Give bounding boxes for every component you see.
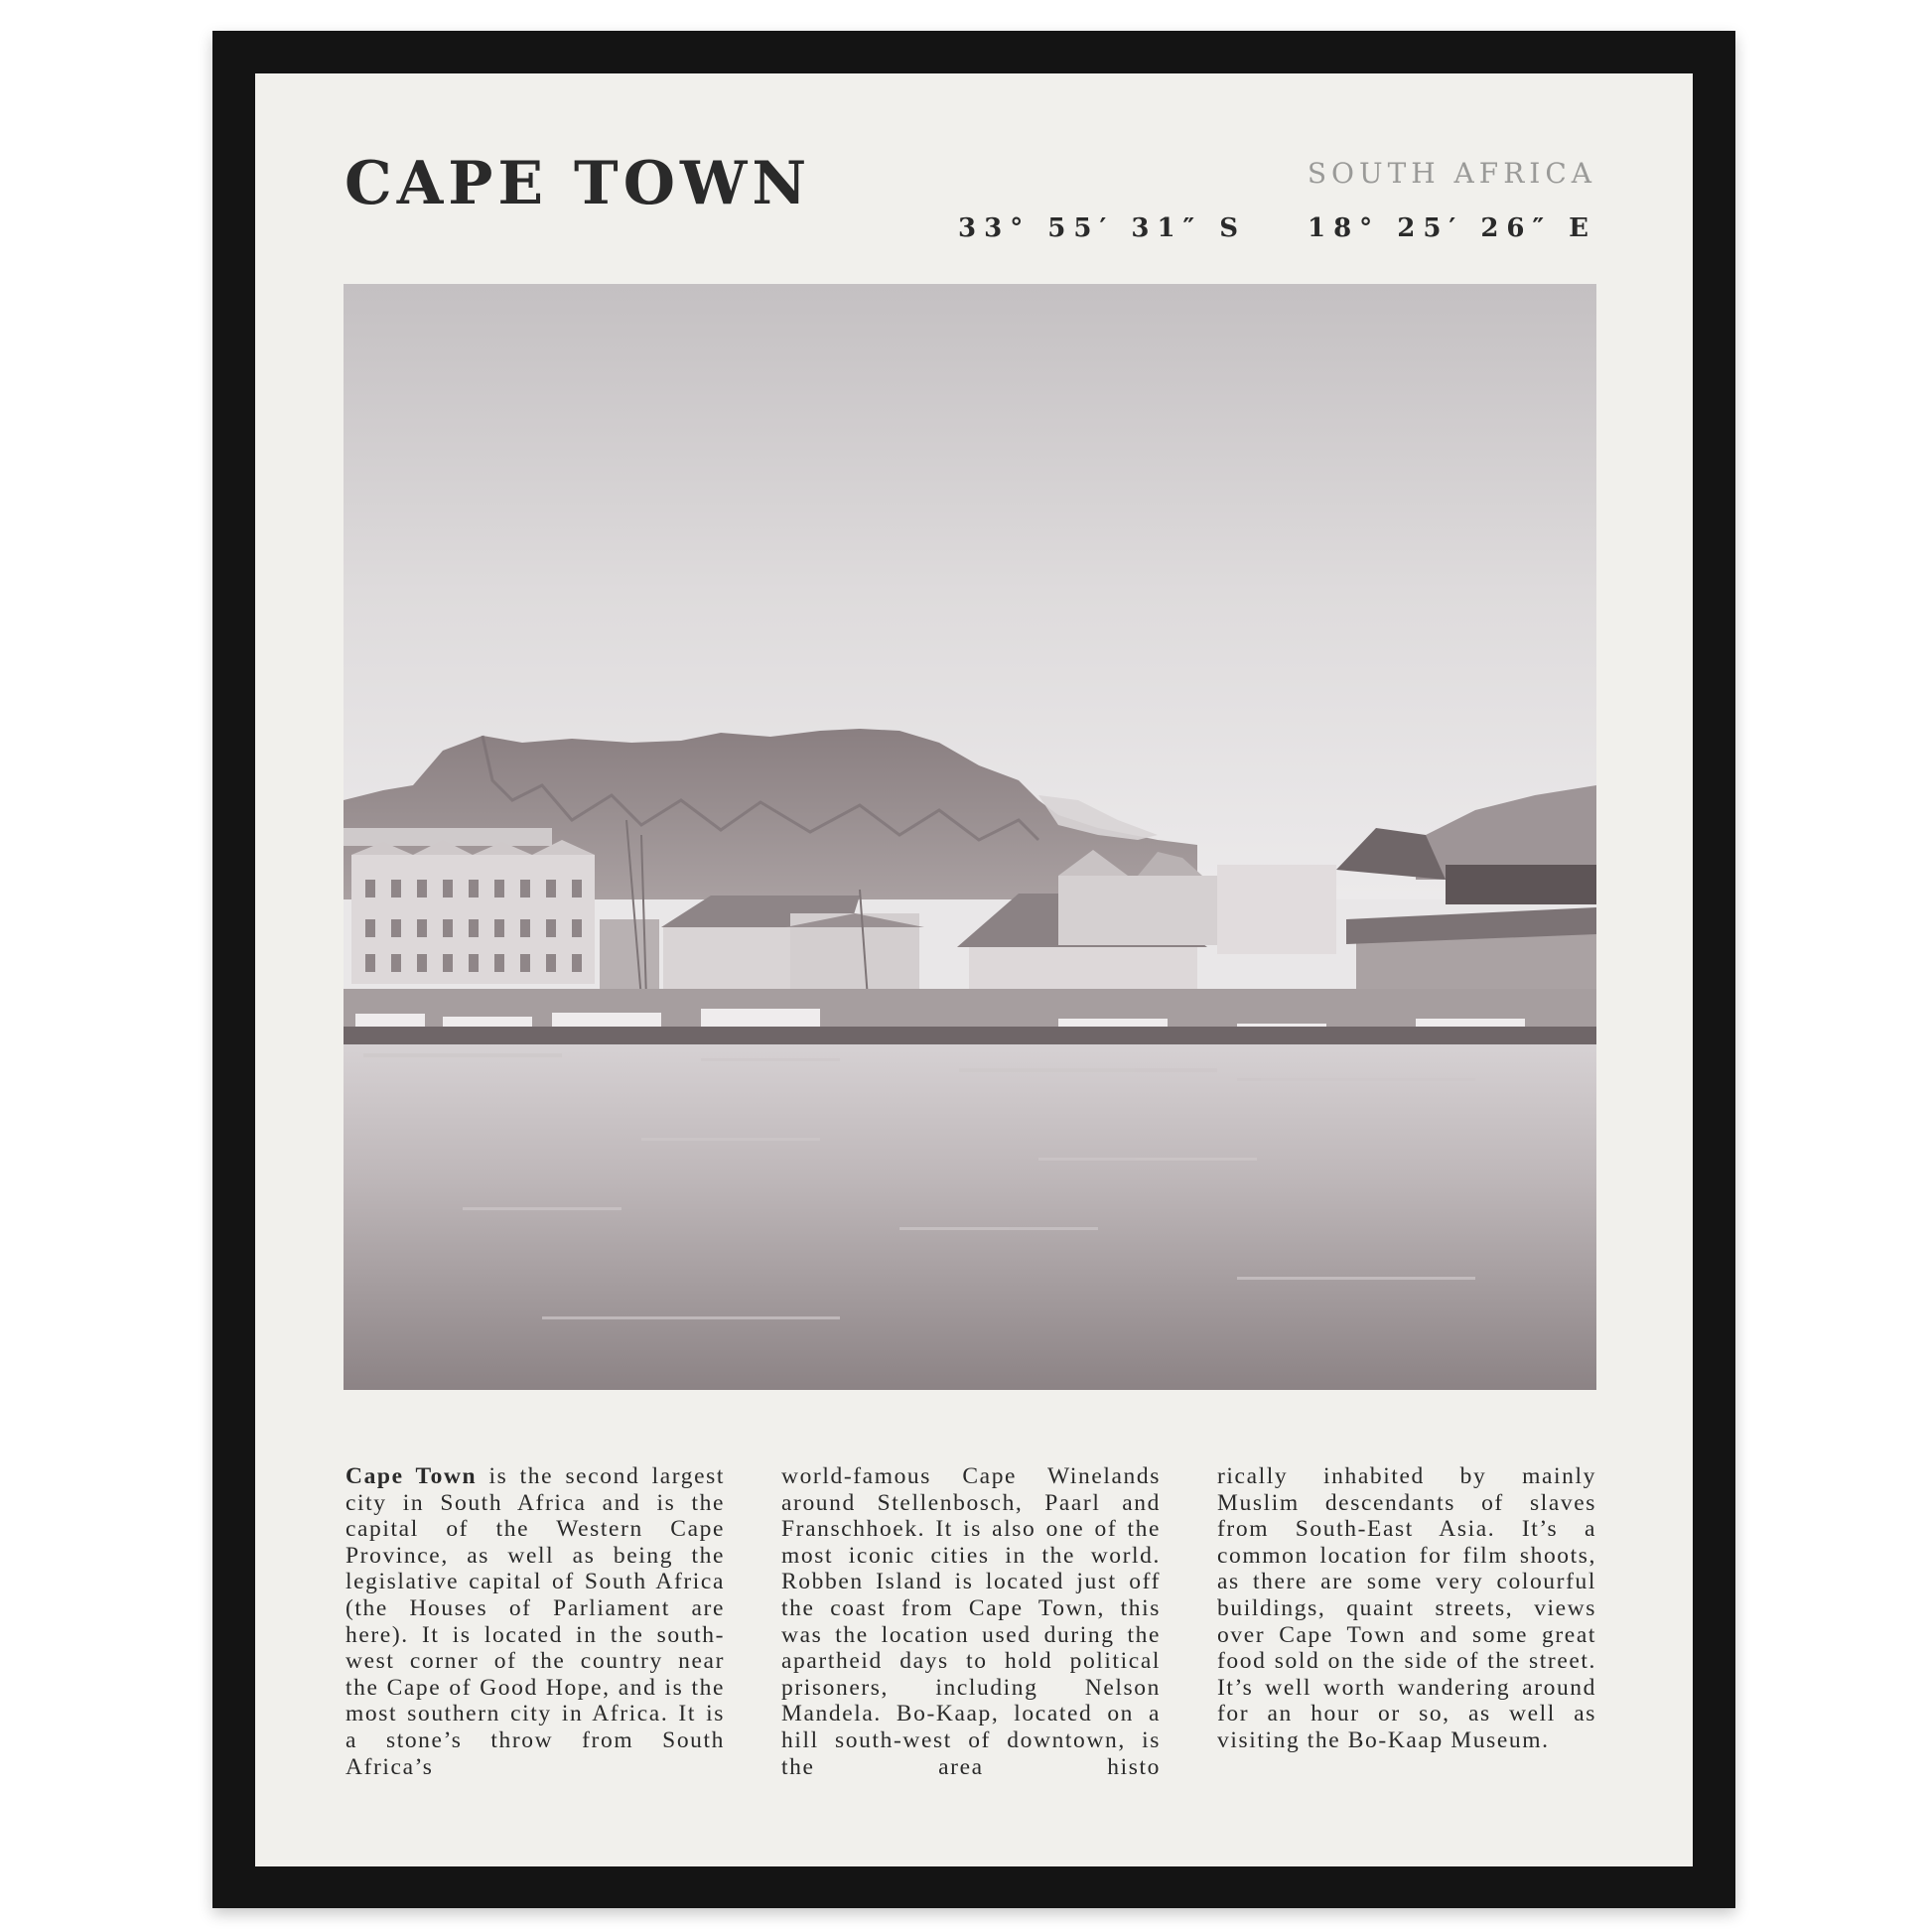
description-column-3: rically inhabited by mainly Muslim descendants of slaves from South-East Asia. It’s a common location for film shoots, as there are some very colourful buildings, quaint streets, views over Cape Town and some great food sold on the side of the street. It’s well worth wandering around for an hour or so, as well as visiting the Bo-Kaap Museum. (1217, 1463, 1596, 1753)
city-title: CAPE TOWN (345, 149, 812, 218)
description-column-1 (345, 1463, 725, 1780)
description-lead: Cape Town (345, 1463, 478, 1489)
description-column-2: world-famous Cape Winelands around Stellenbosch, Paarl and Franschhoek. It is also one of the most iconic cities in the world. Robben Island is located just off the coast from Cape Town, this was the location used during the apartheid days to hold political prisoners, including Nelson Mandela. Bo-Kaap, located on a hill south-west of downtown, is the area histo (781, 1463, 1161, 1780)
longitude: 18° 25′ 26″ E (1308, 213, 1596, 243)
coordinates (958, 212, 1596, 244)
country-label: SOUTH AFRICA (1307, 157, 1596, 190)
city-photo (344, 284, 1596, 1390)
latitude: 33° 55′ 31″ S (958, 213, 1246, 243)
description-column-1-text: is the second largest city in South Africa and is the capital of the Western Cape Province, as well as being the legislative capital of South Africa (the Houses of Parliament are here). It is located in the south-west corner of the country near the Cape of Good Hope, and is the most southern city in Africa. It is a stone’s throw from South Africa’s (345, 1463, 725, 1780)
